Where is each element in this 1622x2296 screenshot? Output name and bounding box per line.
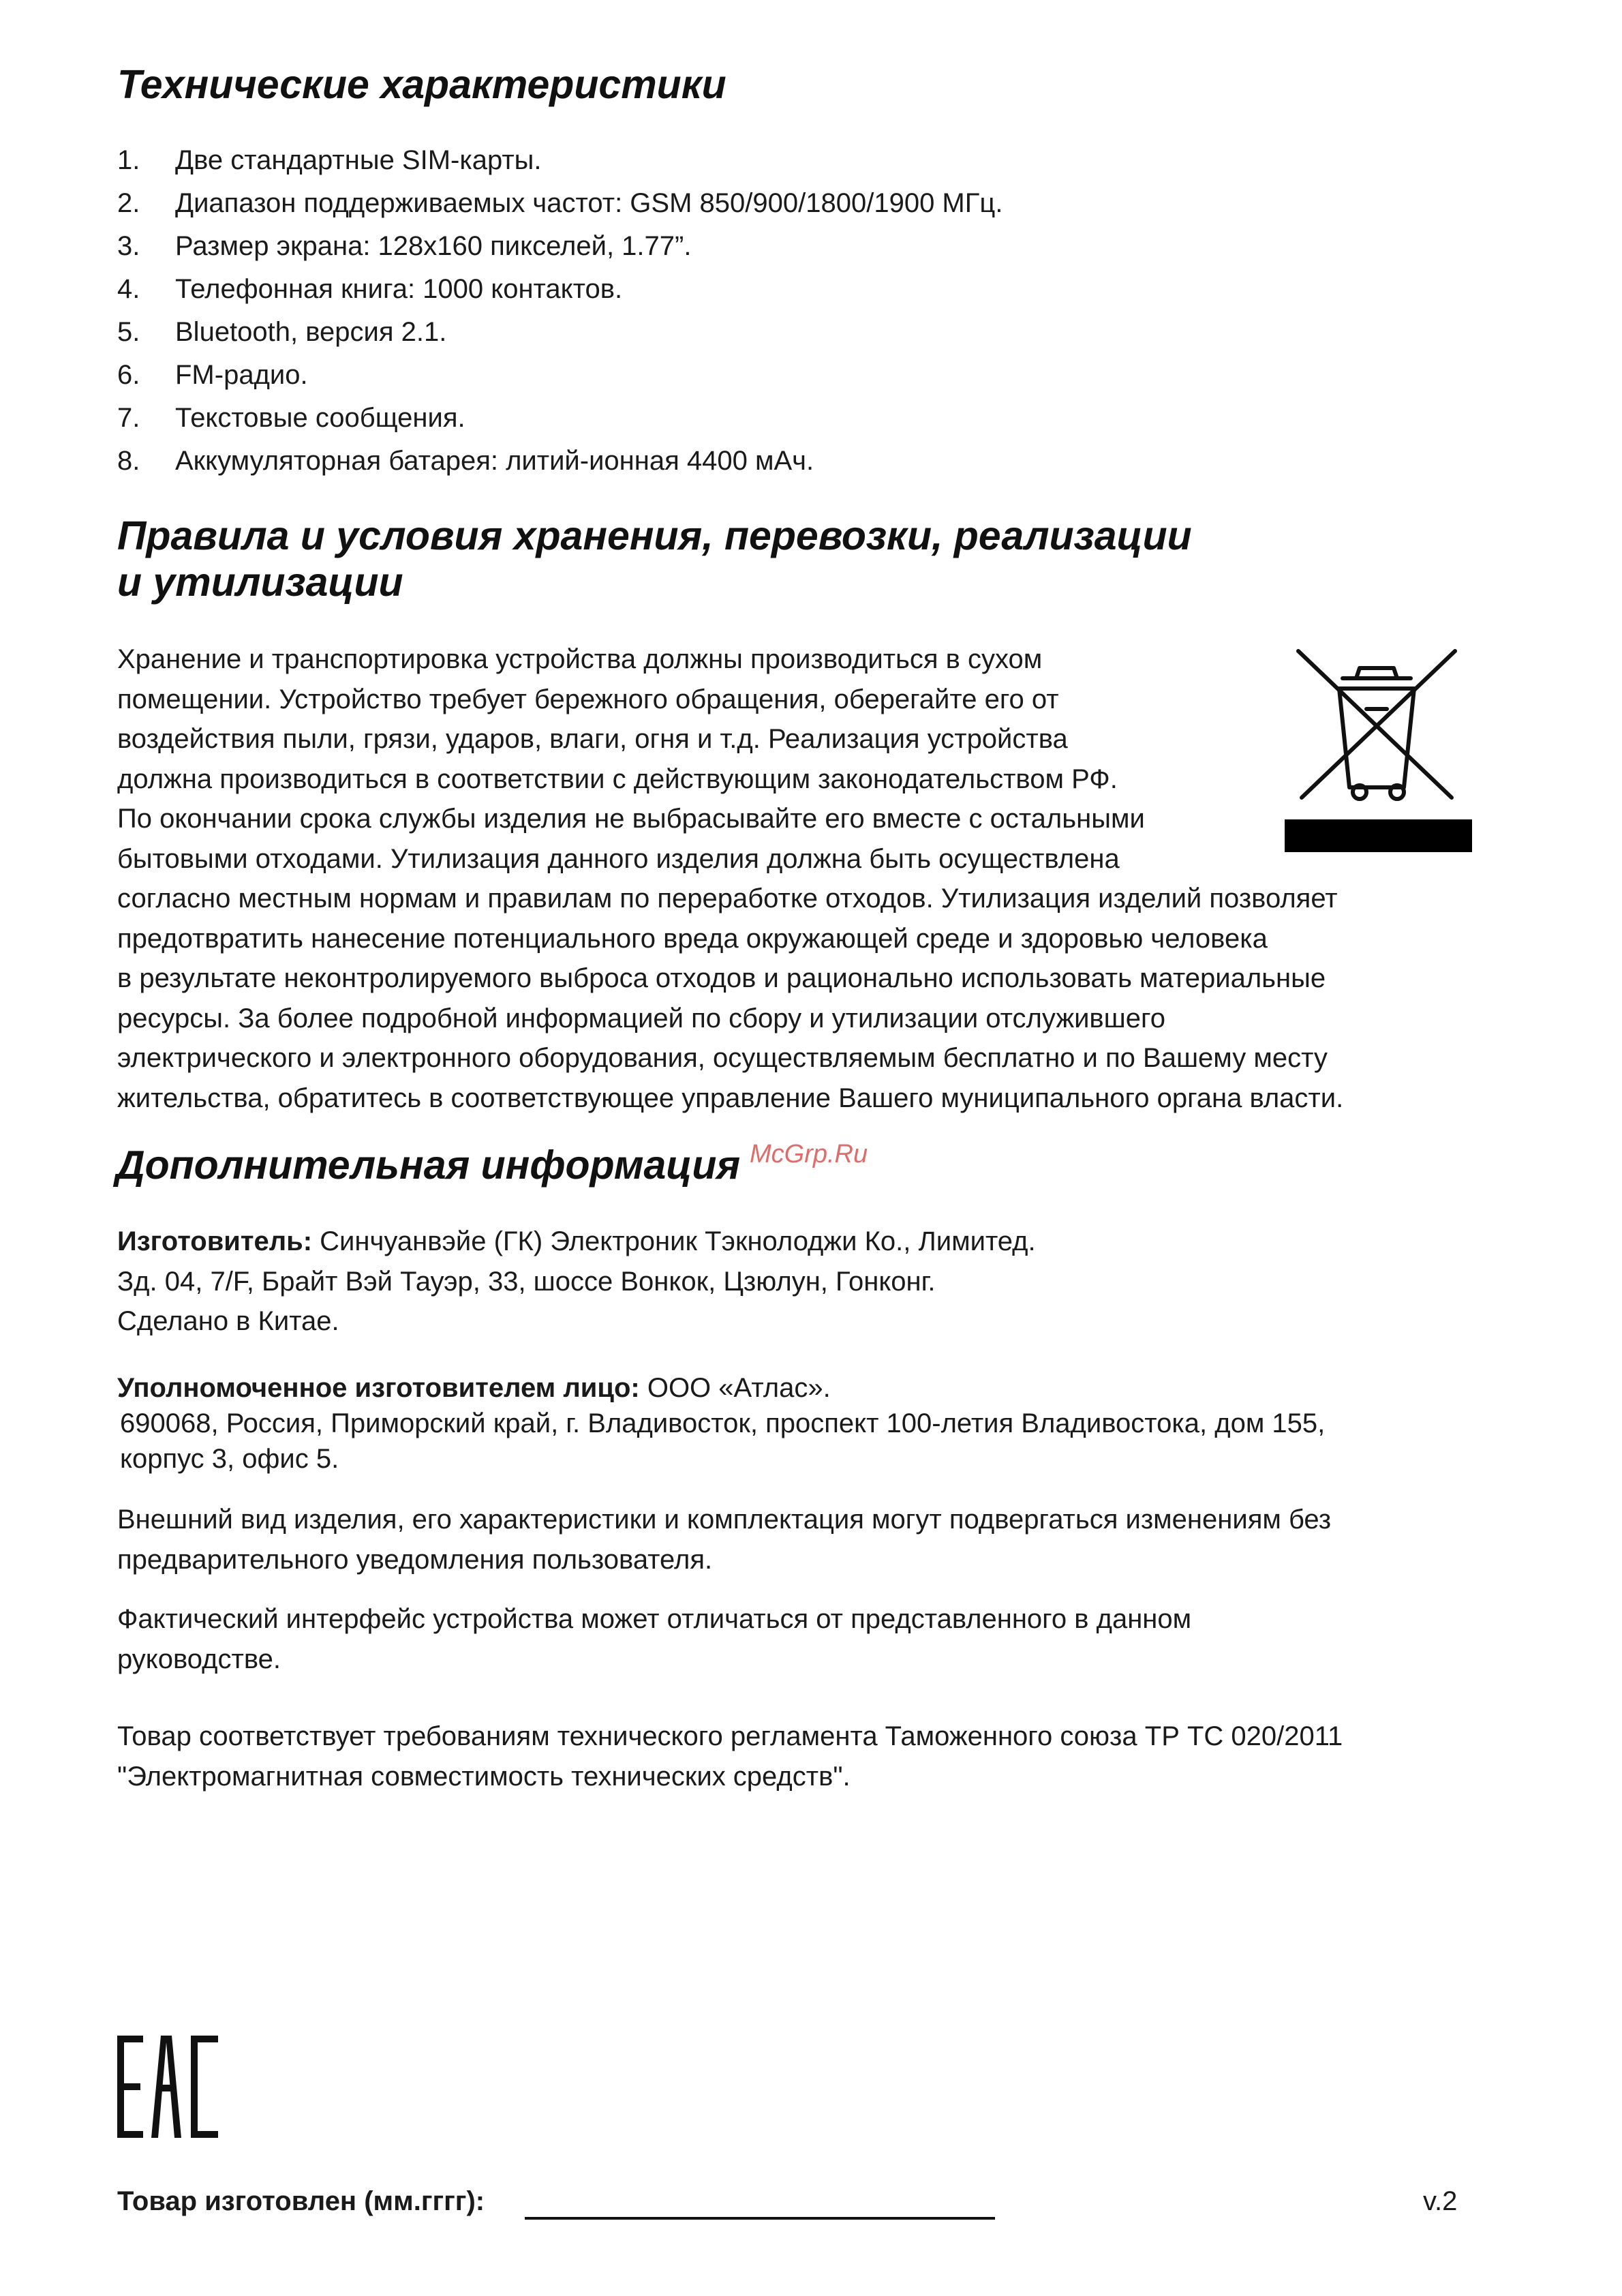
specs-item-number: 1. [117, 145, 140, 175]
specs-item-text: Диапазон поддерживаемых частот: GSM 850/900/1800/1900 МГц. [175, 188, 1003, 218]
storage-text-line: электрического и электронного оборудования, осуществляемым бесплатно и по Вашему месту [117, 1043, 1328, 1073]
compliance-line-1: Товар соответствует требованиям технического регламента Таможенного союза ТР ТС 020/2011 [117, 1721, 1343, 1751]
specs-item-number: 8. [117, 446, 140, 476]
specs-list-item [117, 440, 1412, 483]
specs-item-number: 6. [117, 360, 140, 390]
specs-list [117, 139, 1412, 483]
specs-item-text: Аккумуляторная батарея: литий-ионная 4400 мАч. [175, 446, 814, 476]
storage-text-line: помещении. Устройство требует бережного обращения, оберегайте его от [117, 684, 1059, 714]
crossed-out-bin-icon [1285, 648, 1482, 852]
specs-heading: Технические характеристики [117, 62, 726, 107]
watermark-text: McGrp.Ru [750, 1140, 868, 1168]
authorized-address-2: корпус 3, офис 5. [120, 1444, 339, 1474]
specs-item-text: Размер экрана: 128x160 пикселей, 1.77”. [175, 231, 692, 261]
authorized-name: ООО «Атлас». [639, 1373, 831, 1403]
specs-item-text: FM-радио. [175, 360, 308, 390]
specs-item-number: 2. [117, 188, 140, 218]
compliance-line-2: "Электромагнитная совместимость технических средств". [117, 1761, 851, 1792]
notice-interface-line-2: руководстве. [117, 1644, 281, 1674]
specs-item-text: Телефонная книга: 1000 контактов. [175, 274, 623, 304]
storage-text-line: бытовыми отходами. Утилизация данного изделия должна быть осуществлена [117, 843, 1120, 874]
storage-text-line: Хранение и транспортировка устройства должны производиться в сухом [117, 644, 1043, 674]
notice-appearance [117, 1500, 1480, 1580]
specs-item-text: Bluetooth, версия 2.1. [175, 317, 447, 347]
specs-list-item [117, 397, 1412, 440]
specs-list-item [117, 139, 1412, 182]
storage-heading-line-2: и утилизации [117, 560, 403, 605]
storage-text-line: в результате неконтролируемого выброса отходов и рационально использовать материальные [117, 963, 1326, 993]
manufacturer-label: Изготовитель: [117, 1226, 313, 1256]
authorized-label: Уполномоченное изготовителем лицо: [117, 1373, 640, 1403]
made-in: Сделано в Китае. [117, 1306, 339, 1336]
storage-paragraph [117, 639, 1480, 1118]
specs-item-number: 7. [117, 403, 140, 433]
authorized-line [117, 1370, 1480, 1406]
manufactured-date-blank-line [525, 2217, 995, 2220]
notice-interface-line-1: Фактический интерфейс устройства может отличаться от представленного в данном [117, 1604, 1192, 1634]
storage-text-line: согласно местным нормам и правилам по переработке отходов. Утилизация изделий позволяет [117, 883, 1338, 913]
specs-list-item [117, 225, 1412, 268]
compliance-notice [117, 1717, 1480, 1796]
specs-item-number: 3. [117, 231, 140, 261]
additional-heading: Дополнительная информация [116, 1143, 741, 1188]
specs-list-item [117, 268, 1412, 311]
storage-text-line: предотвратить нанесение потенциального вреда окружающей среде и здоровью человека [117, 923, 1268, 954]
manufacturer-address: Зд. 04, 7/F, Брайт Вэй Тауэр, 33, шоссе Вонкок, Цзюлун, Гонконг. [117, 1266, 936, 1297]
specs-item-text: Текстовые сообщения. [175, 403, 465, 433]
storage-text-line: жительства, обратитесь в соответствующее управление Вашего муниципального органа власти. [117, 1083, 1344, 1113]
specs-list-item [117, 182, 1412, 225]
specs-list-item [117, 311, 1412, 354]
manufacturer-line [117, 1222, 1480, 1262]
storage-heading-line-1: Правила и условия хранения, перевозки, реализации [117, 513, 1192, 558]
manufactured-date-label: Товар изготовлен (мм.гггг): [117, 2186, 485, 2216]
authorized-block [117, 1370, 1480, 1477]
authorized-address-1: 690068, Россия, Приморский край, г. Владивосток, проспект 100-летия Владивостока, дом 155, [120, 1408, 1326, 1438]
notice-appearance-line-1: Внешний вид изделия, его характеристики и комплектация могут подвергаться изменениям без [117, 1505, 1332, 1535]
specs-list-item [117, 354, 1412, 397]
specs-item-number: 5. [117, 317, 140, 347]
specs-item-number: 4. [117, 274, 140, 304]
document-version: v.2 [1423, 2186, 1458, 2216]
manufacturer-name: Синчуанвэйе (ГК) Электроник Тэкнолоджи Ко., Лимитед. [312, 1226, 1036, 1256]
notice-interface [117, 1599, 1480, 1679]
storage-text-line: По окончании срока службы изделия не выбрасывайте его вместе с остальными [117, 804, 1145, 834]
notice-appearance-line-2: предварительного уведомления пользователя. [117, 1544, 713, 1575]
manufacturer-block [117, 1222, 1480, 1342]
specs-item-text: Две стандартные SIM-карты. [175, 145, 542, 175]
storage-text-line: ресурсы. За более подробной информацией по сбору и утилизации отслужившего [117, 1003, 1165, 1033]
storage-text-line: воздействия пыли, грязи, ударов, влаги, огня и т.д. Реализация устройства [117, 724, 1068, 754]
eac-mark-icon [117, 2036, 218, 2138]
storage-text-line: должна производиться в соответствии с действующим законодательством РФ. [117, 764, 1118, 794]
